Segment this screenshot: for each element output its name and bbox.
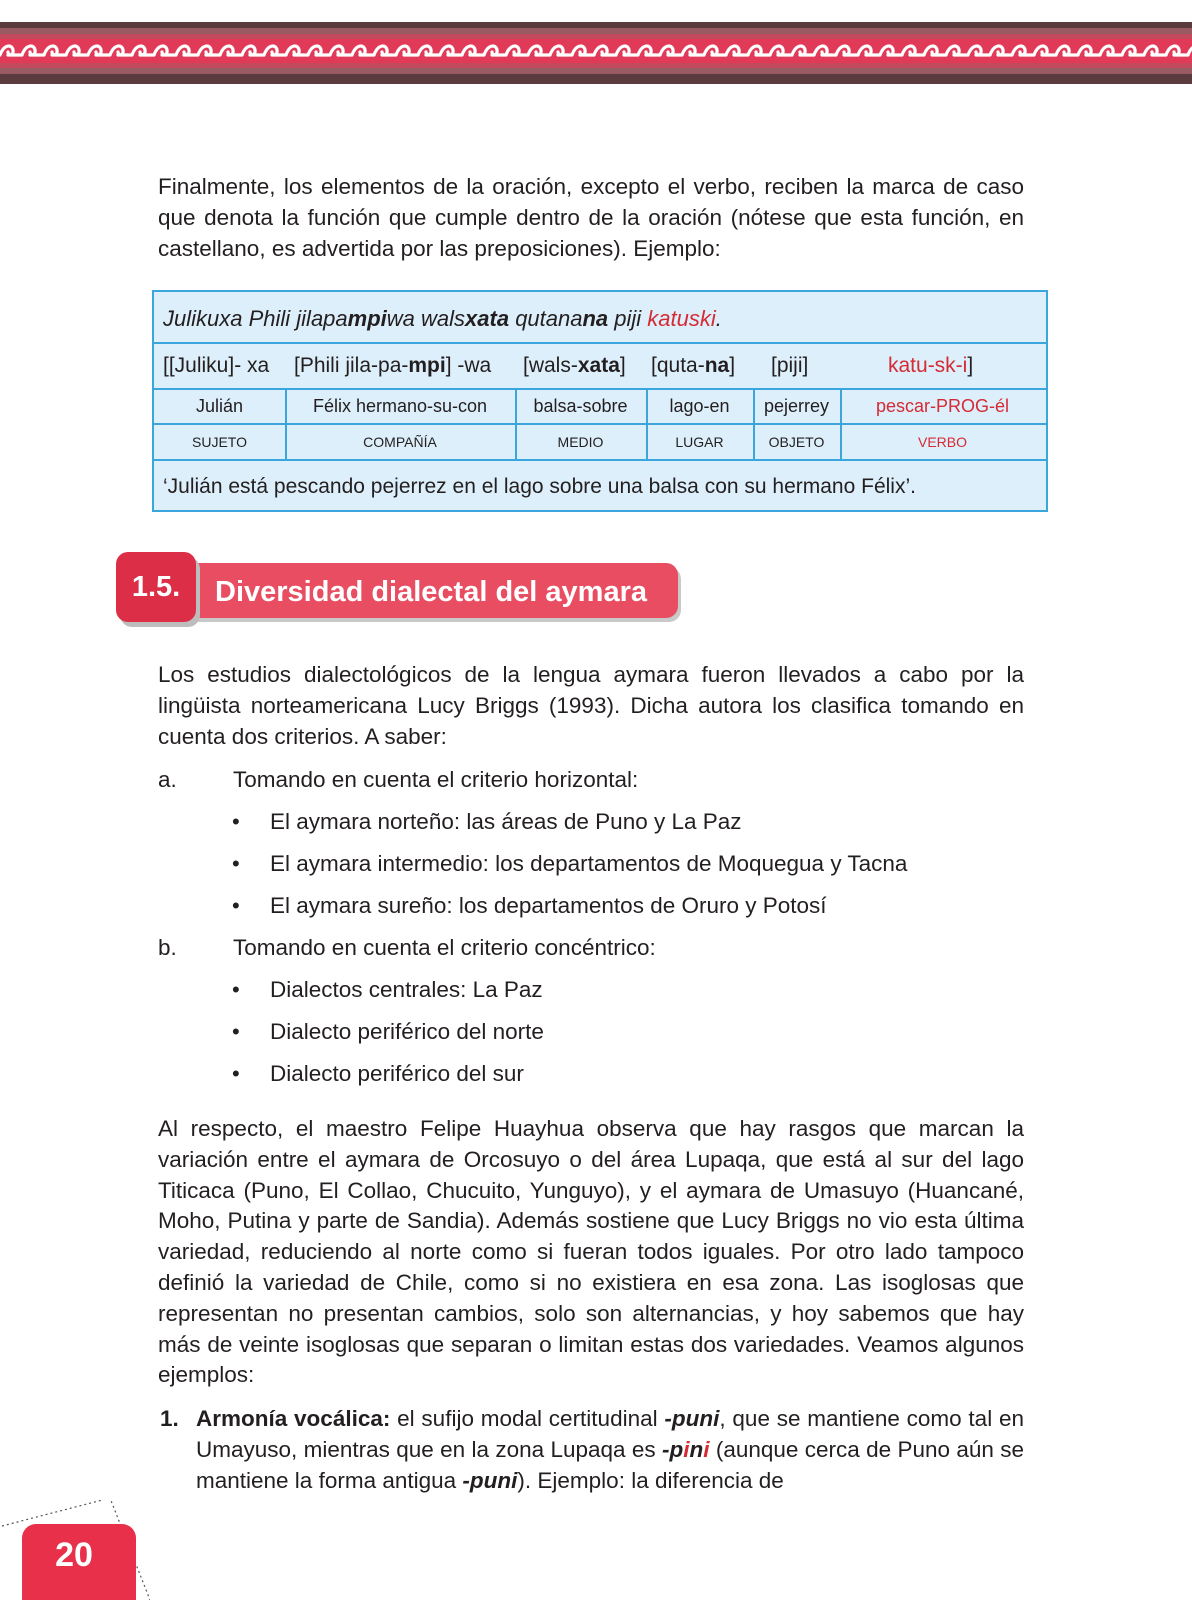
segment-cell: [Phili jila-pa- mpi ] -wa — [294, 354, 492, 377]
huayhua-paragraph: Al respecto, el maestro Felipe Huayhua observa que hay rasgos que marcan la variación entre el aymara de Orcosuyo o del área Lupaqa, que está al sur del lago Titicaca (Puno, El Collao, Chucuito, Yunguyo), y el aymara de Umasuyo (Huancané, Moho, Putina y parte de Sandia). Además sostiene que Lucy Briggs no vio esta última variedad, reduciendo al norte como si fueran todos iguales. Por otro lado tampoco definió la variedad de Chile, como si no existiera en esa zona. Las isoglosas que representan no presentan cambios, solo son alternancias, y hoy sabemos que hay más de veinte isoglosas que separan o limitan estas dos variedades. Veamos algunos ejemplos: — [158, 1116, 1024, 1388]
bullet-icon: • — [232, 809, 240, 834]
list-item: El aymara sureño: los departamentos de Oruro y Potosí — [270, 893, 827, 918]
list-item: Dialecto periférico del sur — [270, 1061, 524, 1086]
segment-cell: [wals- xata ] — [523, 354, 626, 377]
bullet-icon: • — [232, 977, 240, 1002]
segmentation-row — [154, 344, 1046, 390]
function-cell: SUJETO — [192, 434, 247, 450]
gloss-cell: pejerrey — [763, 396, 830, 416]
gloss-cell: Félix hermano-su-con — [312, 396, 488, 416]
segment-cell: [quta- na ] — [651, 354, 736, 377]
function-cell: LUGAR — [675, 434, 724, 450]
function-row — [154, 425, 1046, 461]
bullet-icon: • — [232, 1019, 240, 1044]
list-item: Dialectos centrales: La Paz — [270, 977, 543, 1002]
example-box — [152, 290, 1048, 512]
section-title: Diversidad dialectal del aymara — [215, 576, 647, 608]
numbered-item-text: Armonía vocálica: el sufijo modal certitudinal -puni, que se mantiene como tal en Umayuso, mientras que en la zona Lupaqa es -pini (aunque cerca de Puno aún se mantiene la forma antigua -puni). Ejemplo: la diferencia de — [196, 1406, 1025, 1493]
segment-cell: [[Juliku]- xa — [163, 354, 270, 377]
gloss-row — [154, 390, 1046, 425]
function-cell: OBJETO — [768, 434, 825, 450]
criterion-text: Tomando en cuenta el criterio horizontal: — [233, 767, 639, 792]
list-item: Dialecto periférico del norte — [270, 1019, 544, 1044]
numbered-item-number: 1. — [160, 1406, 179, 1431]
intro-paragraph: Finalmente, los elementos de la oración, excepto el verbo, reciben la marca de caso que denota la función que cumple dentro de la oración (nótese que esta función, en castellano, es advertida por las preposiciones). Ejemplo: — [158, 174, 1024, 261]
function-cell: MEDIO — [557, 434, 604, 450]
gloss-cell: pescar-PROG-él — [875, 396, 1010, 416]
top-decorative-band — [0, 22, 1192, 84]
list-item: El aymara intermedio: los departamentos de Moquegua y Tacna — [270, 851, 908, 876]
function-cell: VERBO — [917, 434, 967, 450]
gloss-cell: Julián — [195, 396, 244, 416]
example-translation: ‘Julián está pescando pejerrez en el lago sobre una balsa con su hermano Félix’. — [163, 475, 916, 498]
gloss-cell: balsa-sobre — [533, 396, 628, 416]
bullet-icon: • — [232, 1061, 240, 1086]
dialect-study-paragraph: Los estudios dialectológicos de la lengua aymara fueron llevados a cabo por la lingüista norteamericana Lucy Briggs (1993). Dicha autora los clasifica tomando en cuenta dos criterios. A saber: — [158, 662, 1024, 749]
criterion-letter: b. — [158, 935, 177, 960]
page-number: 20 — [22, 1524, 136, 1600]
function-cell: COMPAÑÍA — [363, 434, 437, 450]
bullet-icon: • — [232, 851, 240, 876]
segment-cell: [piji] — [771, 354, 809, 377]
example-sentence: Julikuxa Phili jilapampiwa walsxata qutanana piji katuski. — [154, 292, 1046, 344]
section-number: 1.5. — [116, 552, 196, 622]
criterion-letter: a. — [158, 767, 177, 792]
criterion-text: Tomando en cuenta el criterio concéntrico: — [233, 935, 656, 960]
list-item: El aymara norteño: las áreas de Puno y La Paz — [270, 809, 742, 834]
bullet-icon: • — [232, 893, 240, 918]
gloss-cell: lago-en — [669, 396, 730, 416]
segment-cell: katu-sk-i ] — [888, 354, 974, 377]
